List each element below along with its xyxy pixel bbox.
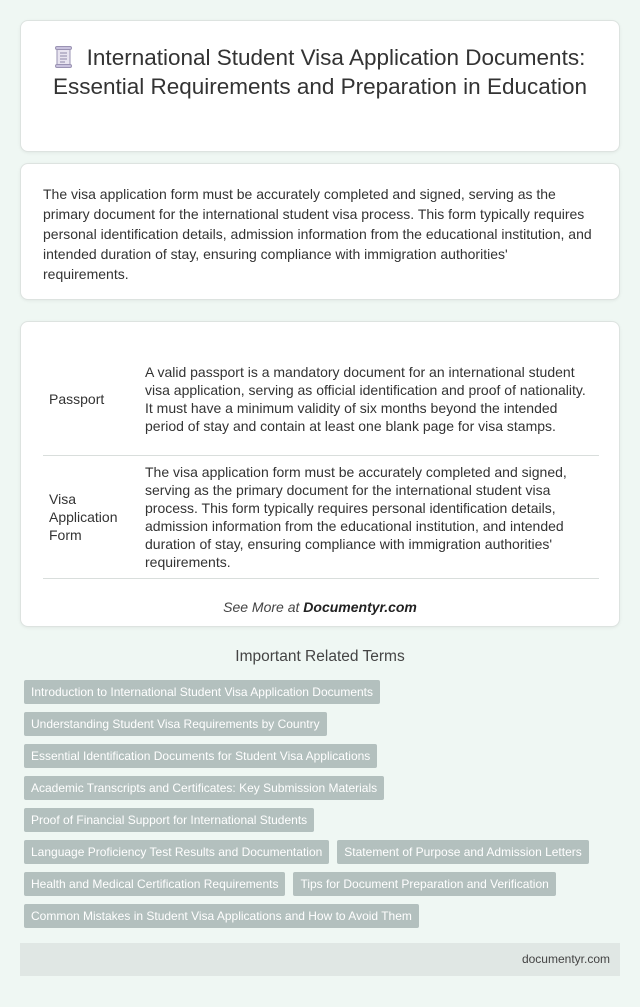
related-tag[interactable]: Statement of Purpose and Admission Letters [337,840,588,864]
description-cell: A valid passport is a mandatory document for an international student visa application, serving as official identification and proof of nationality. It must have a minimum validity of six months beyond the intended period of stay and contain at least one blank page for visa stamps. [139,343,599,455]
description-cell: The visa application form must be accurately completed and signed, serving as the primary document for the international student visa process. This form typically requires personal identification details, admission information from the educational institution, and intended duration of stay, ensuring compliance with immigration authorities' requirements. [139,455,599,578]
related-terms-tags [24,680,624,936]
related-tag[interactable]: Common Mistakes in Student Visa Applications and How to Avoid Them [24,904,419,928]
related-tag[interactable]: Essential Identification Documents for Student Visa Applications [24,744,377,768]
page-title [51,43,589,101]
footer [20,943,620,976]
related-tag[interactable]: Language Proficiency Test Results and Documentation [24,840,329,864]
term-cell: Passport [43,343,139,455]
see-more-link[interactable]: Documentyr.com [303,598,417,615]
see-more-line [43,599,597,615]
related-terms-heading: Important Related Terms [235,648,405,665]
intro-card [20,163,620,300]
related-tag[interactable]: Understanding Student Visa Requirements by Country [24,712,327,736]
page-title-text: International Student Visa Application Documents: Essential Requirements and Preparation in Education [52,45,588,99]
related-tag[interactable]: Introduction to International Student Visa Application Documents [24,680,380,704]
related-tag[interactable]: Academic Transcripts and Certificates: Key Submission Materials [24,776,384,800]
related-tag[interactable]: Proof of Financial Support for International Students [24,808,314,832]
term-cell: Visa Application Form [43,455,139,578]
title-card [20,20,620,152]
terms-table-card [20,321,620,627]
terms-table [43,343,599,579]
related-tag[interactable]: Health and Medical Certification Requirements [24,872,285,896]
table-row [43,455,599,578]
footer-site-link[interactable]: documentyr.com [521,952,610,966]
see-more-prefix: See More at [223,598,304,615]
intro-paragraph: The visa application form must be accurately completed and signed, serving as the primary document for the international student visa process. This form typically requires personal identification details, admission information from the educational institution, and intended duration of stay, ensuring compliance with immigration authorities' requirements. [43,186,592,282]
scroll-document-icon [55,46,73,68]
related-tag[interactable]: Tips for Document Preparation and Verification [293,872,555,896]
table-row [43,343,599,455]
